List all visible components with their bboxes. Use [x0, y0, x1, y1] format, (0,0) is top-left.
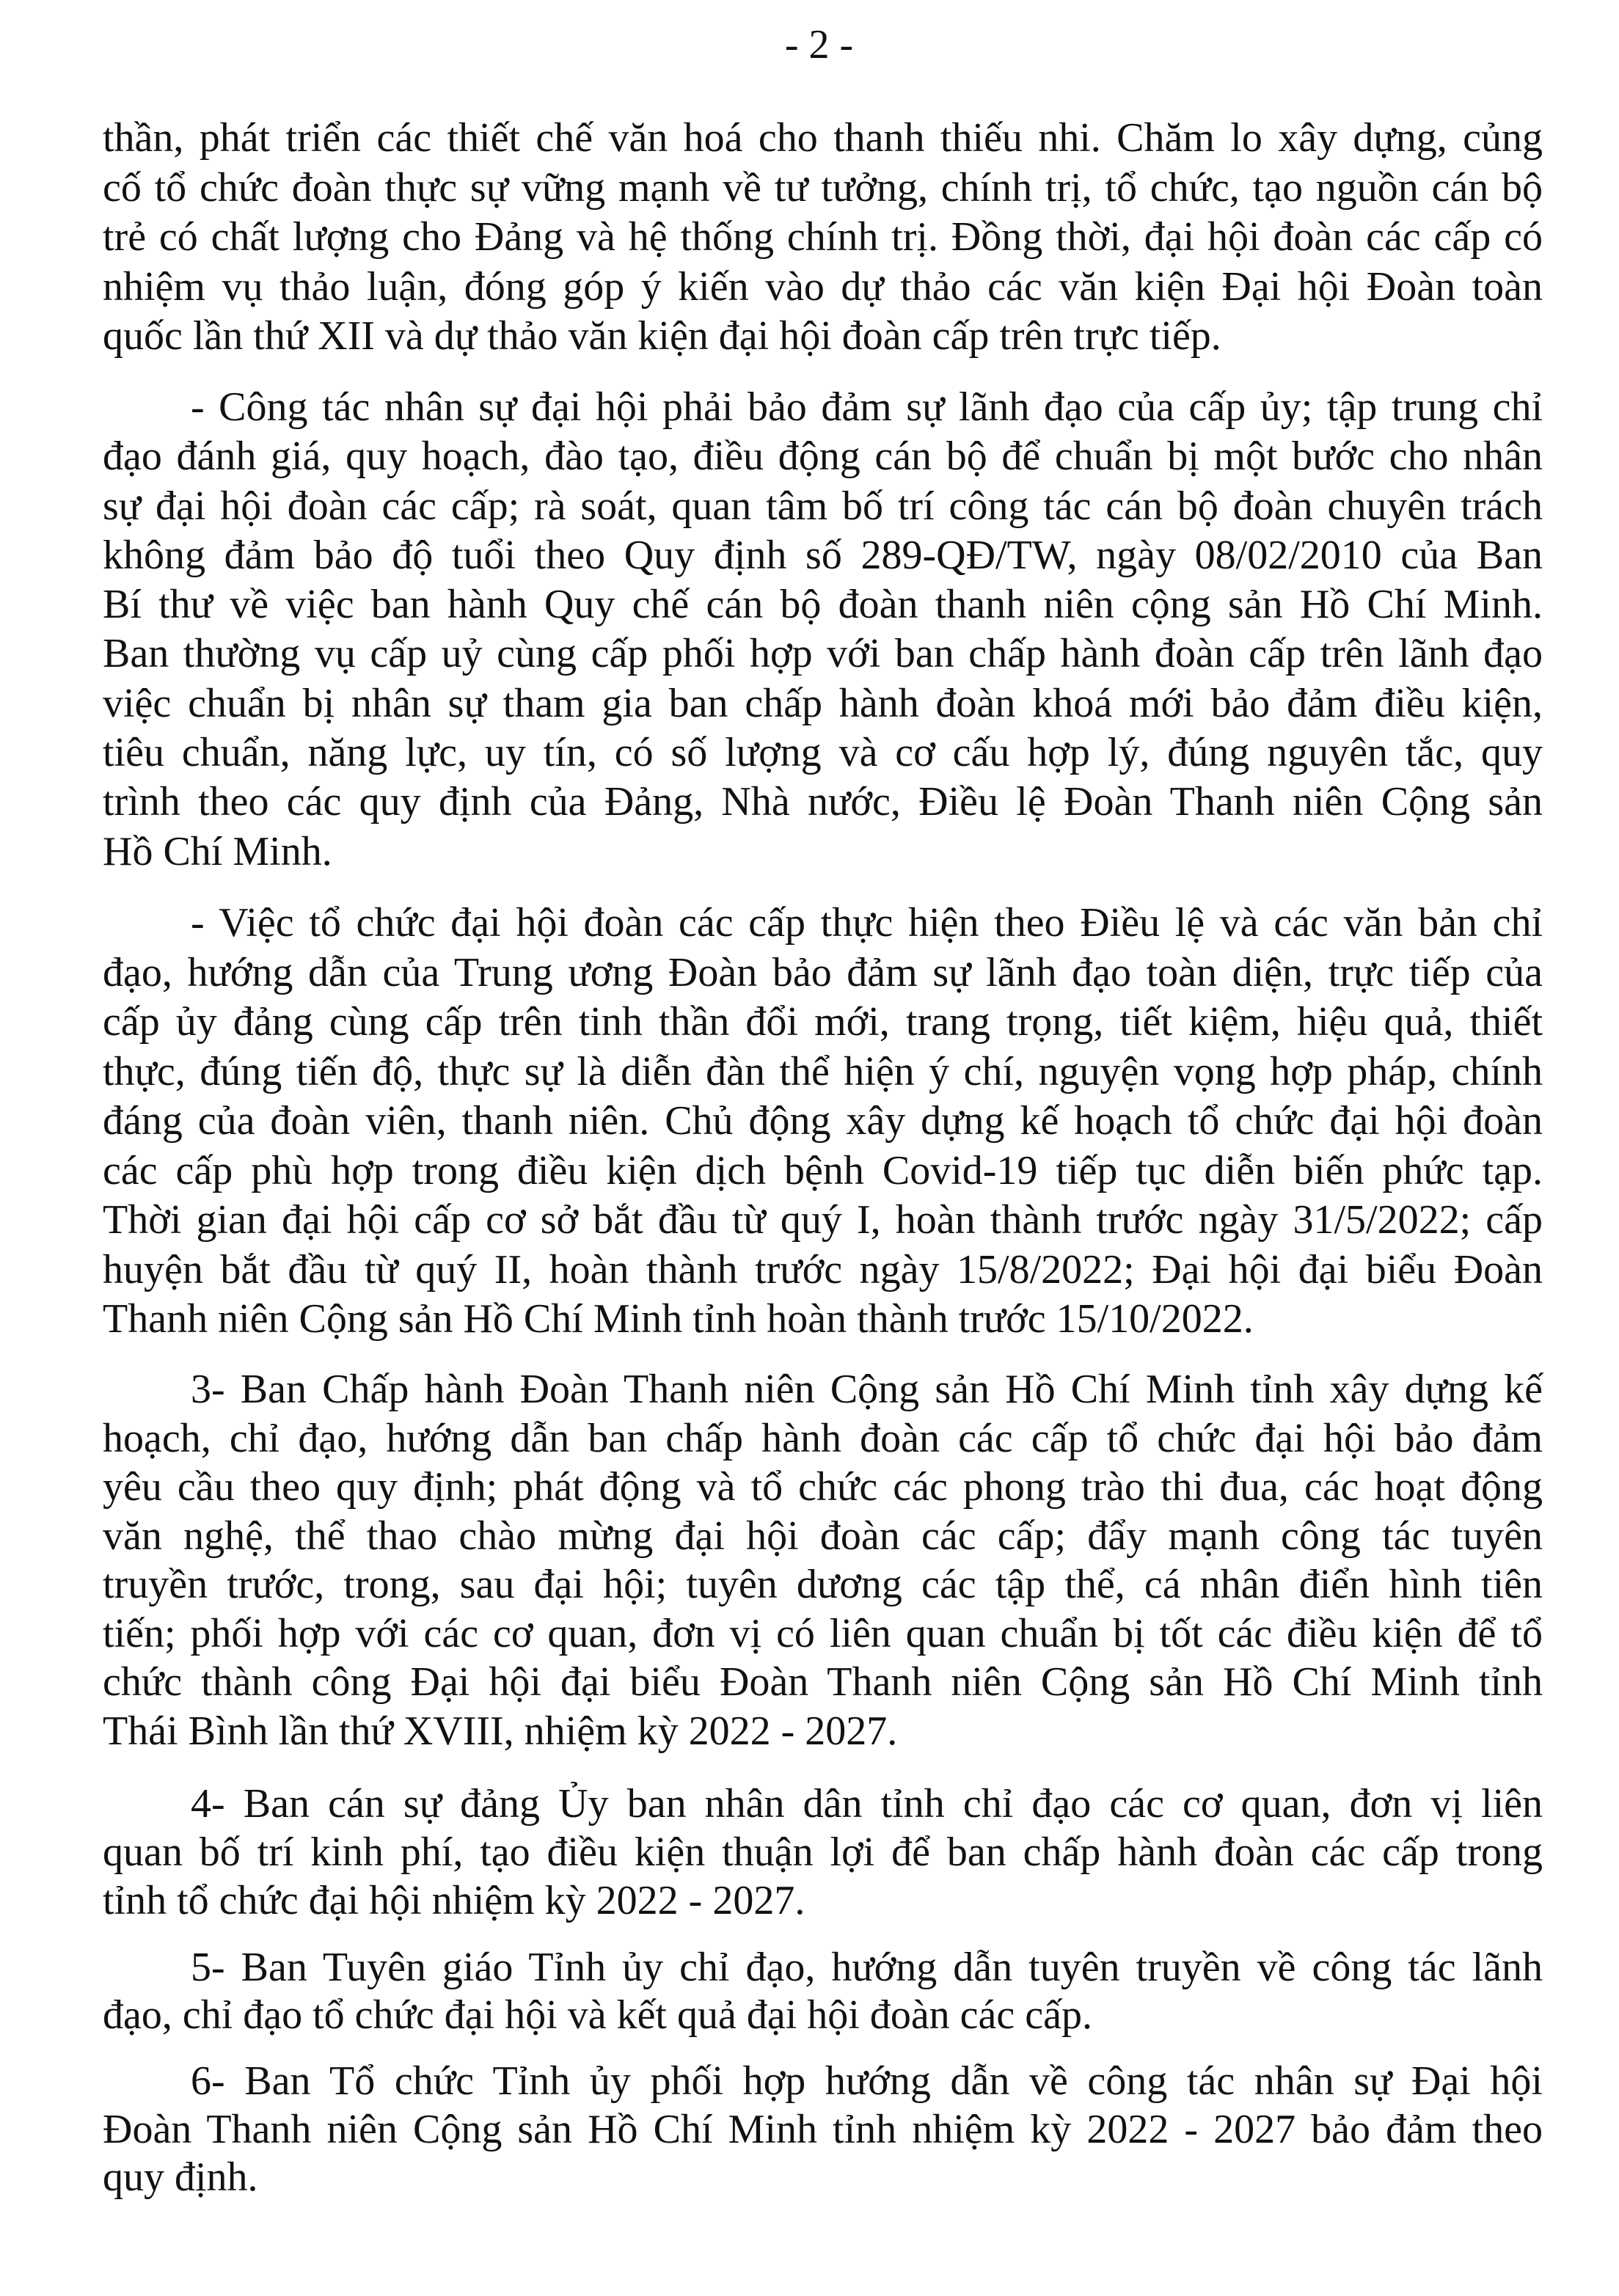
text-line: Đoàn Thanh niên Cộng sản Hồ Chí Minh tỉnh nhiệm kỳ 2022 - 2027 bảo đảm theo [103, 2106, 1543, 2152]
text-line: không đảm bảo độ tuổi theo Quy định số 289-QĐ/TW, ngày 08/02/2010 của Ban [103, 532, 1543, 578]
text-line: nhiệm vụ thảo luận, đóng góp ý kiến vào dự thảo các văn kiện Đại hội Đoàn toàn [103, 263, 1543, 310]
text-line: cố tổ chức đoàn thực sự vững mạnh về tư tưởng, chính trị, tổ chức, tạo nguồn cán bộ [103, 164, 1543, 211]
text-line: 3- Ban Chấp hành Đoàn Thanh niên Cộng sản Hồ Chí Minh tỉnh xây dựng kế [191, 1367, 1543, 1412]
text-line: trình theo các quy định của Đảng, Nhà nước, Điều lệ Đoàn Thanh niên Cộng sản [103, 779, 1543, 825]
text-line: truyền trước, trong, sau đại hội; tuyên dương các tập thể, cá nhân điển hình tiên [103, 1562, 1543, 1607]
text-line: Thời gian đại hội cấp cơ sở bắt đầu từ quý I, hoàn thành trước ngày 31/5/2022; cấp [103, 1197, 1543, 1243]
paragraph-item-4 [103, 1780, 1543, 1925]
text-line: Thanh niên Cộng sản Hồ Chí Minh tỉnh hoàn thành trước 15/10/2022. [103, 1296, 1254, 1342]
text-line: 6- Ban Tổ chức Tỉnh ủy phối hợp hướng dẫn về công tác nhân sự Đại hội [191, 2058, 1543, 2104]
text-line: huyện bắt đầu từ quý II, hoàn thành trước ngày 15/8/2022; Đại hội đại biểu Đoàn [103, 1246, 1543, 1293]
text-line: tỉnh tổ chức đại hội nhiệm kỳ 2022 - 2027. [103, 1878, 805, 1923]
text-line: tiến; phối hợp với các cơ quan, đơn vị có liên quan chuẩn bị tốt các điều kiện để tổ [103, 1610, 1543, 1656]
text-line: văn nghệ, thể thao chào mừng đại hội đoàn các cấp; đẩy mạnh công tác tuyên [103, 1513, 1543, 1559]
text-line: thần, phát triển các thiết chế văn hoá cho thanh thiếu nhi. Chăm lo xây dựng, củng [103, 115, 1543, 161]
text-line: hoạch, chỉ đạo, hướng dẫn ban chấp hành đoàn các cấp tổ chức đại hội bảo đảm [103, 1415, 1543, 1461]
text-line: tiêu chuẩn, năng lực, uy tín, có số lượng và cơ cấu hợp lý, đúng nguyên tắc, quy [103, 730, 1543, 776]
text-line: Hồ Chí Minh. [103, 828, 332, 874]
text-line: việc chuẩn bị nhân sự tham gia ban chấp hành đoàn khoá mới bảo đảm điều kiện, [103, 680, 1543, 726]
text-line: quốc lần thứ XII và dự thảo văn kiện đại hội đoàn cấp trên trực tiếp. [103, 313, 1221, 359]
text-line: trẻ có chất lượng cho Đảng và hệ thống chính trị. Đồng thời, đại hội đoàn các cấp có [103, 214, 1543, 260]
text-line: đạo, hướng dẫn của Trung ương Đoàn bảo đảm sự lãnh đạo toàn diện, trực tiếp của [103, 949, 1543, 995]
text-line: sự đại hội đoàn các cấp; rà soát, quan tâm bố trí công tác cán bộ đoàn chuyên trách [103, 483, 1543, 529]
text-line: 4- Ban cán sự đảng Ủy ban nhân dân tỉnh chỉ đạo các cơ quan, đơn vị liên [191, 1781, 1543, 1827]
text-line: yêu cầu theo quy định; phát động và tổ chức các phong trào thi đua, các hoạt động [103, 1464, 1543, 1510]
text-line: đáng của đoàn viên, thanh niên. Chủ động xây dựng kế hoạch tổ chức đại hội đoàn [103, 1098, 1543, 1144]
paragraph-personnel [103, 383, 1543, 877]
paragraph-item-6 [103, 2058, 1543, 2202]
paragraph-item-3 [103, 1365, 1543, 1755]
text-line: 5- Ban Tuyên giáo Tỉnh ủy chỉ đạo, hướng dẫn tuyên truyền về công tác lãnh [191, 1945, 1543, 1990]
text-line: Bí thư về việc ban hành Quy chế cán bộ đoàn thanh niên cộng sản Hồ Chí Minh. [103, 582, 1543, 628]
paragraph-continuation [103, 114, 1543, 362]
paragraph-item-5 [103, 1944, 1543, 2039]
text-line: đạo, chỉ đạo tổ chức đại hội và kết quả đại hội đoàn các cấp. [103, 1992, 1092, 2038]
text-line: chức thành công Đại hội đại biểu Đoàn Thanh niên Cộng sản Hồ Chí Minh tỉnh [103, 1659, 1543, 1705]
text-line: - Công tác nhân sự đại hội phải bảo đảm sự lãnh đạo của cấp ủy; tập trung chỉ [191, 384, 1543, 430]
text-line: cấp ủy đảng cùng cấp trên tinh thần đổi mới, trang trọng, tiết kiệm, hiệu quả, thiết [103, 999, 1543, 1045]
page-number: - 2 - [784, 22, 854, 67]
text-line: quy định. [103, 2154, 258, 2200]
text-line: thực, đúng tiến độ, thực sự là diễn đàn thể hiện ý chí, nguyện vọng hợp pháp, chính [103, 1048, 1543, 1094]
text-line: quan bố trí kinh phí, tạo điều kiện thuận lợi để ban chấp hành đoàn các cấp trong [103, 1829, 1543, 1875]
text-line: đạo đánh giá, quy hoạch, đào tạo, điều động cán bộ để chuẩn bị một bước cho nhân [103, 434, 1543, 480]
text-line: Ban thường vụ cấp uỷ cùng cấp phối hợp với ban chấp hành đoàn cấp trên lãnh đạo [103, 631, 1543, 677]
text-line: - Việc tổ chức đại hội đoàn các cấp thực hiện theo Điều lệ và các văn bản chỉ [191, 900, 1543, 946]
paragraph-organization [103, 899, 1543, 1345]
text-line: Thái Bình lần thứ XVIII, nhiệm kỳ 2022 - 2027. [103, 1708, 898, 1754]
text-line: các cấp phù hợp trong điều kiện dịch bệnh Covid-19 tiếp tục diễn biến phức tạp. [103, 1147, 1543, 1193]
